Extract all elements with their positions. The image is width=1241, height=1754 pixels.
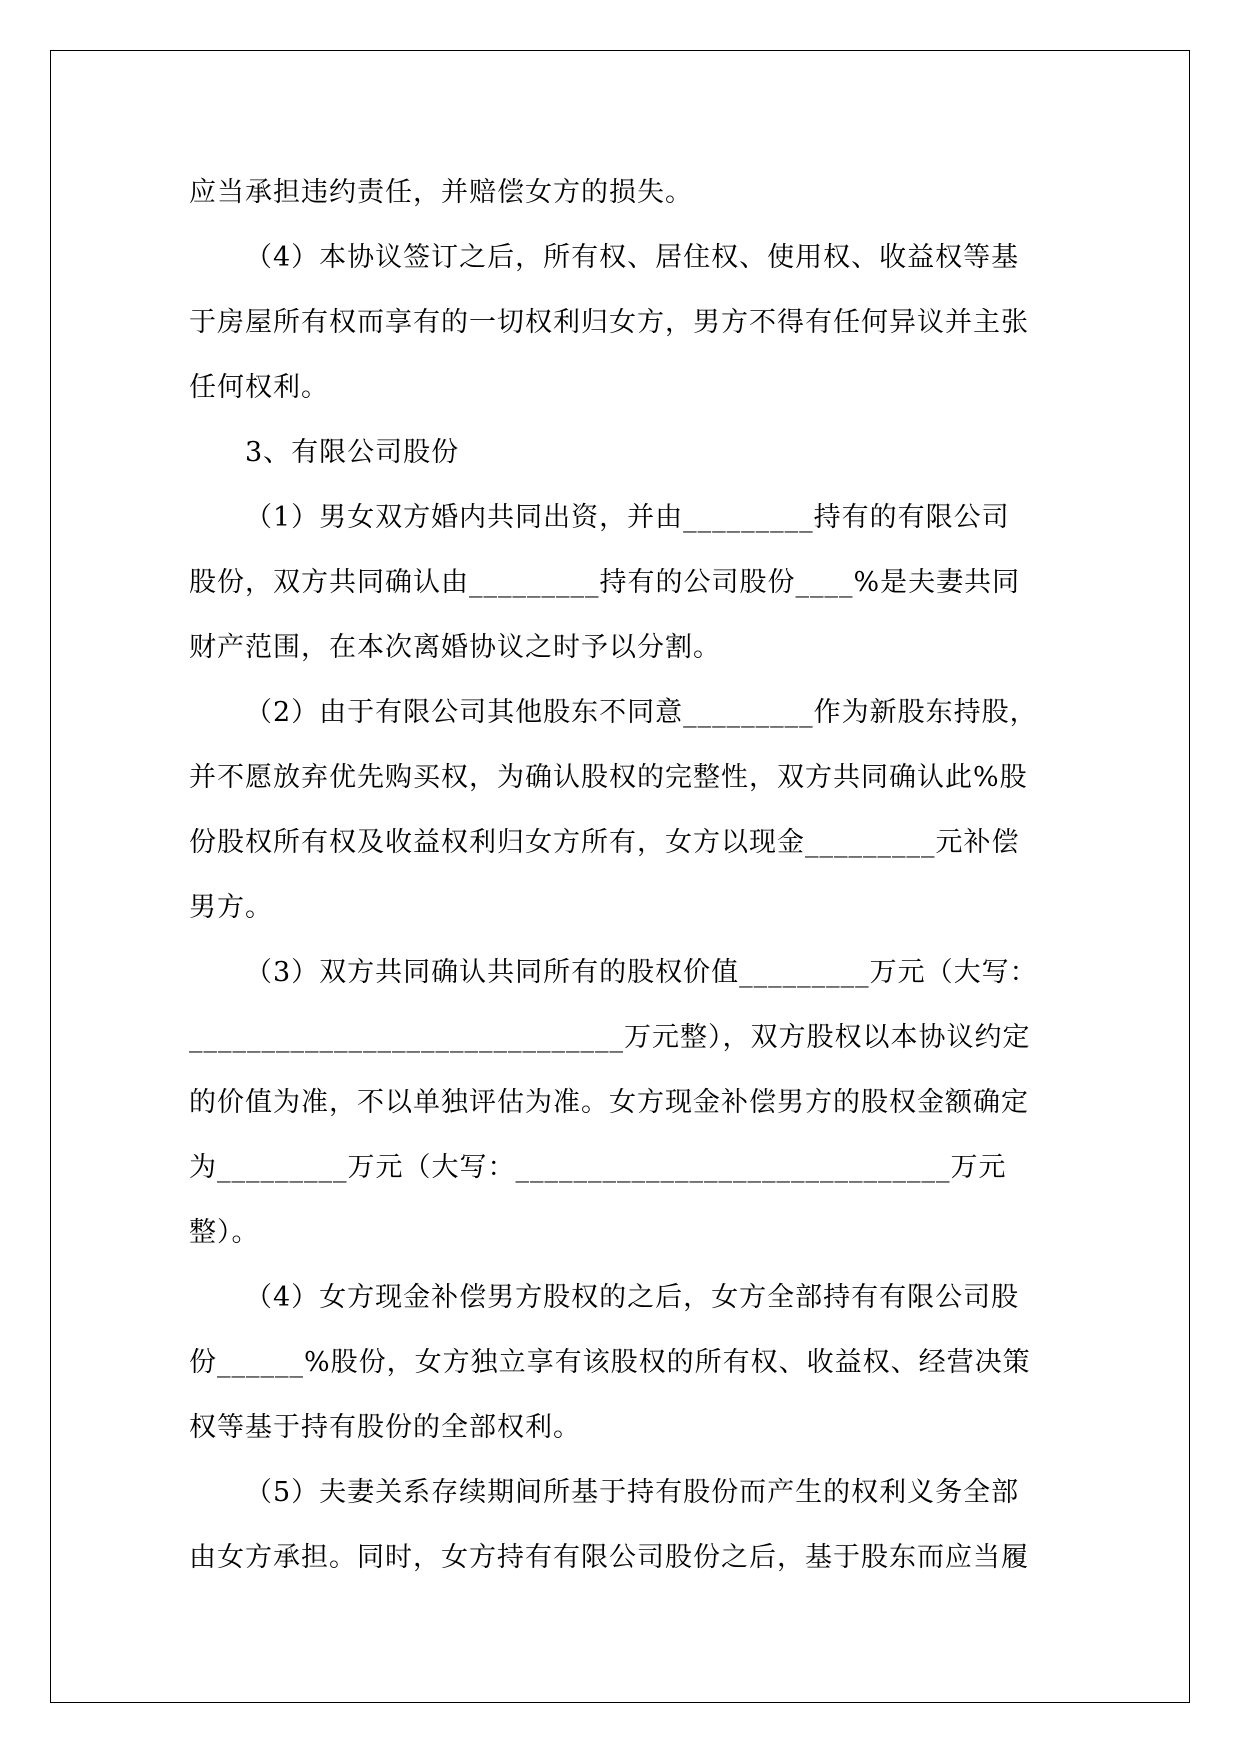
section-heading-3: 3、有限公司股份 <box>245 437 460 468</box>
clause-4-shares-held: （4）女方现金补偿男方股权的之后，女方全部持有有限公司股 <box>245 1282 1020 1313</box>
text-line: 财产范围，在本次离婚协议之时予以分割。 <box>189 632 721 663</box>
text-line: 男方。 <box>189 892 273 923</box>
clause-1-shares: （1）男女双方婚内共同出资，并由_________持有的有限公司 <box>245 502 1010 533</box>
text-line: 股份，双方共同确认由_________持有的公司股份____%是夫妻共同 <box>189 567 1021 598</box>
text-line: 的价值为准，不以单独评估为准。女方现金补偿男方的股权金额确定 <box>189 1087 1029 1118</box>
clause-5-obligations: （5）夫妻关系存续期间所基于持有股份而产生的权利义务全部 <box>245 1477 1020 1508</box>
clause-4-house-rights: （4）本协议签订之后，所有权、居住权、使用权、收益权等基 <box>245 242 1020 273</box>
text-line: 由女方承担。同时，女方持有有限公司股份之后，基于股东而应当履 <box>189 1542 1029 1573</box>
text-line: ______________________________万元整），双方股权以本协议约定 <box>189 1022 1031 1053</box>
text-line: 份股权所有权及收益权利归女方所有，女方以现金_________元补偿 <box>189 827 1020 858</box>
clause-3-valuation: （3）双方共同确认共同所有的股权价值_________万元（大写： <box>245 957 1038 988</box>
text-line: 任何权利。 <box>189 372 329 403</box>
text-line: 整）。 <box>189 1217 260 1248</box>
text-line: 应当承担违约责任，并赔偿女方的损失。 <box>189 177 693 208</box>
text-line: 权等基于持有股份的全部权利。 <box>189 1412 581 1443</box>
text-line: 于房屋所有权而享有的一切权利归女方，男方不得有任何异议并主张 <box>189 307 1029 338</box>
text-line: 为_________万元（大写：______________________________万元 <box>189 1152 1007 1183</box>
text-line: 并不愿放弃优先购买权，为确认股权的完整性，双方共同确认此%股 <box>189 762 1028 793</box>
clause-2-shareholders: （2）由于有限公司其他股东不同意_________作为新股东持股， <box>245 697 1038 728</box>
text-line: 份______%股份，女方独立享有该股权的所有权、收益权、经营决策 <box>189 1347 1031 1378</box>
document-body <box>189 160 1059 1590</box>
